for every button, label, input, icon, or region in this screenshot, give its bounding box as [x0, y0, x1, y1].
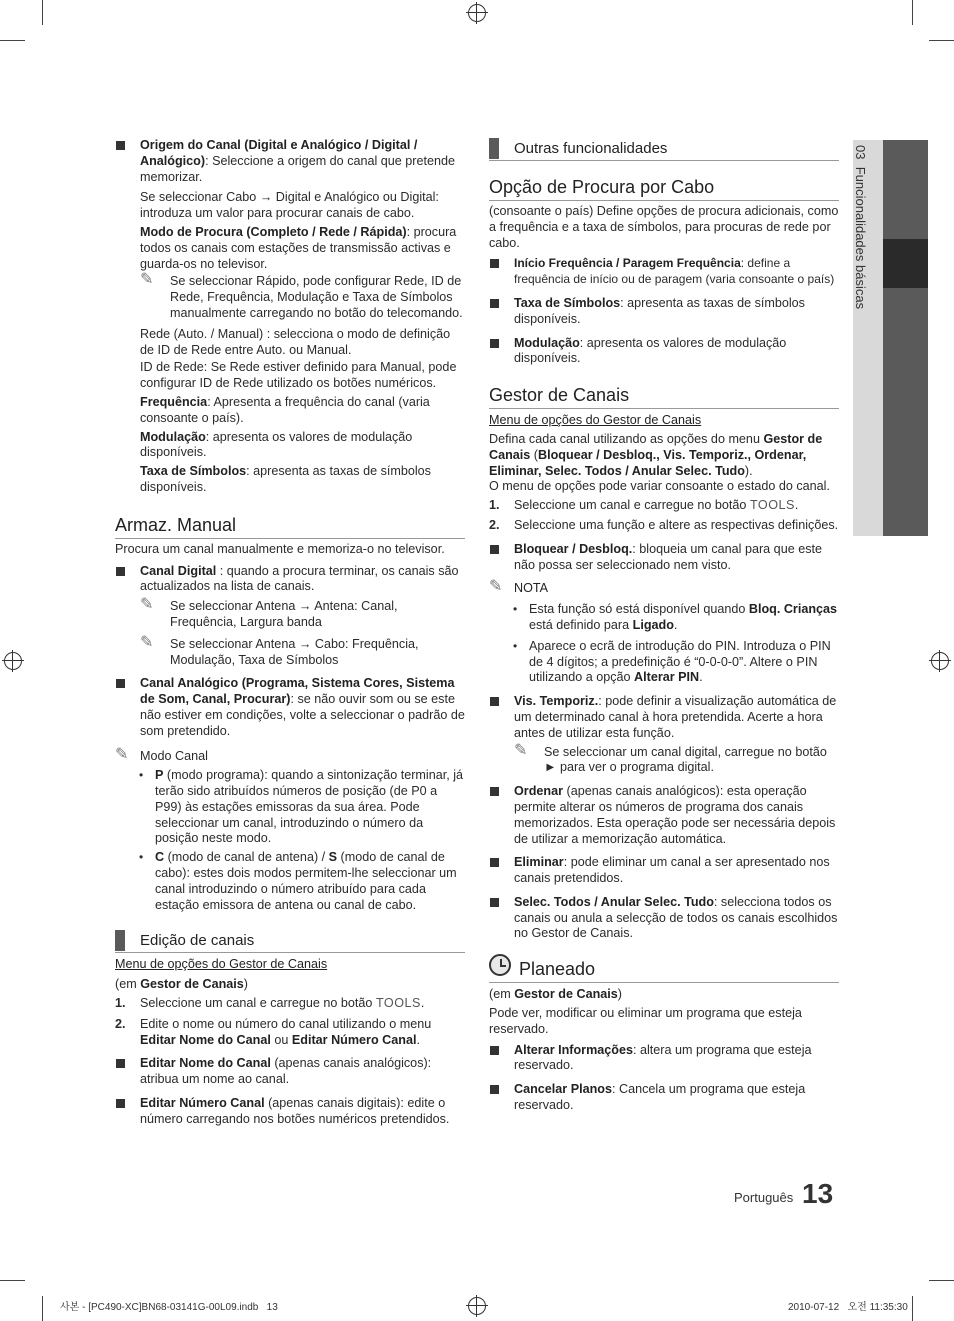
list-item: Canal Analógico (Programa, Sistema Cores, Sistema de Som, Canal, Procurar): se não ouvir som ou se este não estiver em condições, volte a seleccionar o padrão de som pretendido.: [115, 676, 465, 739]
pen-note-icon: ✎: [115, 745, 129, 763]
crop-mark: [0, 1280, 25, 1281]
side-tab-dark: [883, 140, 928, 536]
paragraph: Taxa de Símbolos: apresenta as taxas de símbolos disponíveis.: [140, 464, 431, 494]
list-item: Modulação: apresenta os valores de modulação disponíveis.: [489, 336, 839, 368]
side-tab-label: [852, 145, 868, 309]
section-heading: Armaz. Manual: [115, 514, 465, 539]
menu-path: Menu de opções do Gestor de Canais: [115, 957, 328, 972]
crop-mark: [929, 1280, 954, 1281]
notes: [489, 741, 839, 777]
note: ✎ Se seleccionar Antena → Cabo: Frequência, Modulação, Taxa de Símbolos: [140, 633, 419, 667]
list-item: Selec. Todos / Anular Selec. Tudo: selecciona todos os canais ou anula a selecção de todos os canais escolhidos no Gestor de Canais.: [489, 895, 839, 942]
list-item: Alterar Informações: altera um programa que esteja reservado.: [489, 1043, 839, 1075]
crop-mark: [912, 0, 913, 25]
print-slug-timestamp: 2010-07-12 오전 11:35:30: [788, 1302, 908, 1313]
note-heading: ✎ NOTA: [489, 578, 549, 596]
notes: [115, 596, 465, 668]
list-item: Ordenar (apenas canais analógicos): esta operação permite alterar os números de programa dos canais memorizados. Esta operação pode ser necessária depois de utilizar a memorização automática.: [489, 784, 839, 847]
list-item: Taxa de Símbolos: apresenta as taxas de símbolos disponíveis.: [489, 296, 839, 328]
list-item: Eliminar: pode eliminar um canal a ser apresentado nos canais pretendidos.: [489, 855, 839, 887]
step-2: 2. Edite o nome ou número do canal utilizando o menu Editar Nome do Canal ou Editar Número Canal.: [115, 1016, 432, 1047]
step-1: 1. Seleccione um canal e carregue no botão TOOLS.: [115, 996, 425, 1011]
paragraph: Procura um canal manualmente e memoriza-o no televisor.: [115, 541, 445, 556]
bullet-item: • C (modo de canal de antena) / S (modo de canal de cabo): estes dois modos permitem-lhe seleccionar um canal introduzindo o número atribuído para cada estação emissora de antena ou canal de cabo.: [115, 850, 465, 913]
step-2: 2. Seleccione uma função e altere as respectivas definições.: [489, 517, 839, 532]
print-slug-file: 사본 - [PC490-XC]BN68-03141G-00L09.indb 13: [60, 1302, 278, 1313]
pen-note-icon: ✎: [489, 578, 503, 596]
registration-mark-icon: [4, 652, 22, 670]
pen-note-icon: ✎: [140, 633, 154, 651]
paragraph: ID de Rede: Se Rede estiver definido para Manual, pode configurar ID de Rede utilizado os botões numéricos.: [140, 360, 457, 391]
bullet-item: • P (modo programa): quando a sintonização terminar, já terão sido atribuídos números de posição (de P0 a P99) às estações emissoras da sua área. Pode seleccionar um canal, introduzindo o número da posição neste modo.: [115, 768, 465, 847]
paragraph: Modulação: apresenta os valores de modulação disponíveis.: [140, 429, 413, 460]
side-tab-marker: [883, 239, 928, 288]
section-heading: Opção de Procura por Cabo: [489, 176, 839, 201]
paragraph: (consoante o país) Define opções de procura adicionais, como a frequência e a taxa de símbolos, para procuras de rede por cabo.: [489, 204, 839, 250]
registration-mark-icon: [468, 1297, 486, 1315]
note: ✎ Modo Canal: [115, 745, 208, 763]
right-column: [489, 138, 839, 1114]
chapter-number: 03: [853, 145, 868, 160]
note: ✎ Se seleccionar um canal digital, carregue no botão ► para ver o programa digital.: [514, 741, 827, 775]
list-item: Início Frequência / Paragem Frequência: define a frequência de início ou de paragem (varia consoante o país): [489, 256, 839, 288]
origem-detail: [115, 190, 465, 495]
list-item: Bloquear / Desbloq.: bloqueia um canal para que este não possa ser seleccionado nem visto.: [489, 542, 839, 574]
list-item: Editar Número Canal (apenas canais digitais): edite o número carregando nos botões numéricos pretendidos.: [115, 1096, 465, 1128]
menu-path: Menu de opções do Gestor de Canais: [489, 413, 702, 428]
left-column: [115, 138, 465, 1128]
list-item: Cancelar Planos: Cancela um programa que esteja reservado.: [489, 1082, 839, 1114]
registration-mark-icon: [931, 652, 949, 670]
chapter-title: Funcionalidades básicas: [853, 166, 868, 310]
paragraph: Rede (Auto. / Manual) : selecciona o modo de definição de ID de Rede entre Auto. ou Manual.: [140, 326, 451, 357]
bullet-item: • Esta função só está disponível quando Bloq. Crianças está definido para Ligado.: [489, 602, 839, 634]
paragraph: Se seleccionar Cabo → Digital e Analógico ou Digital: introduza um valor para procurar canais de cabo.: [140, 190, 439, 221]
crop-mark: [42, 0, 43, 25]
paragraph: O menu de opções pode variar consoante o estado do canal.: [489, 479, 830, 494]
step-1: 1. Seleccione um canal e carregue no botão TOOLS.: [489, 498, 799, 513]
list-item: Editar Nome do Canal (apenas canais analógicos): atribua um nome ao canal.: [115, 1056, 465, 1088]
list-item-origem: Origem do Canal (Digital e Analógico / Digital / Analógico): Seleccione a origem do canal que pretende memorizar.: [115, 138, 465, 185]
paragraph: Defina cada canal utilizando as opções do menu Gestor de Canais (Bloquear / Desbloq., Vis. Temporiz., Ordenar, Eliminar, Selec. Todos / Anular Selec. Tudo).: [489, 431, 823, 478]
bullet-item: • Aparece o ecrã de introdução do PIN. Introduza o PIN de 4 dígitos; a predefinição é “0-0-0-0”. Altere o PIN utilizando a opção Alterar PIN.: [489, 639, 839, 686]
list-item: Canal Digital : quando a procura terminar, os canais são actualizados na lista de canais.: [115, 564, 465, 596]
subsection-heading: Outras funcionalidades: [489, 138, 839, 161]
pen-note-icon: ✎: [514, 741, 528, 759]
note: ✎ Se seleccionar Rápido, pode configurar Rede, ID de Rede, Frequência, Modulação e Taxa de Símbolos manualmente carregando no botão do telecomando.: [140, 271, 463, 320]
timer-icon: [489, 954, 511, 976]
crop-mark: [0, 40, 25, 41]
paragraph: Pode ver, modificar ou eliminar um programa que esteja reservado.: [489, 1006, 802, 1036]
crop-mark: [929, 40, 954, 41]
registration-mark-icon: [468, 4, 486, 22]
paragraph: Modo de Procura (Completo / Rede / Rápida): procura todos os canais com estações de transmissão activas e guarda-os no televisor.: [140, 224, 457, 271]
page-number: 13: [802, 1178, 834, 1209]
pen-note-icon: ✎: [140, 596, 154, 614]
pen-note-icon: ✎: [140, 271, 154, 289]
context: (em Gestor de Canais): [115, 977, 248, 992]
crop-mark: [42, 1296, 43, 1321]
list-item: Vis. Temporiz.: pode definir a visualização automática de um determinado canal à hora pretendida. Acerte a hora antes de utilizar esta função.: [489, 694, 839, 741]
subsection-heading: Edição de canais: [115, 930, 465, 953]
section-heading: Planeado: [489, 958, 839, 983]
note: ✎ Se seleccionar Antena → Antena: Canal, Frequência, Largura banda: [140, 596, 398, 629]
footer-language: Português: [734, 1190, 794, 1205]
section-heading: Gestor de Canais: [489, 384, 839, 409]
context: (em Gestor de Canais): [489, 987, 622, 1002]
paragraph: Frequência: Apresenta a frequência do canal (varia consoante o país).: [140, 394, 430, 425]
crop-mark: [912, 1296, 913, 1321]
